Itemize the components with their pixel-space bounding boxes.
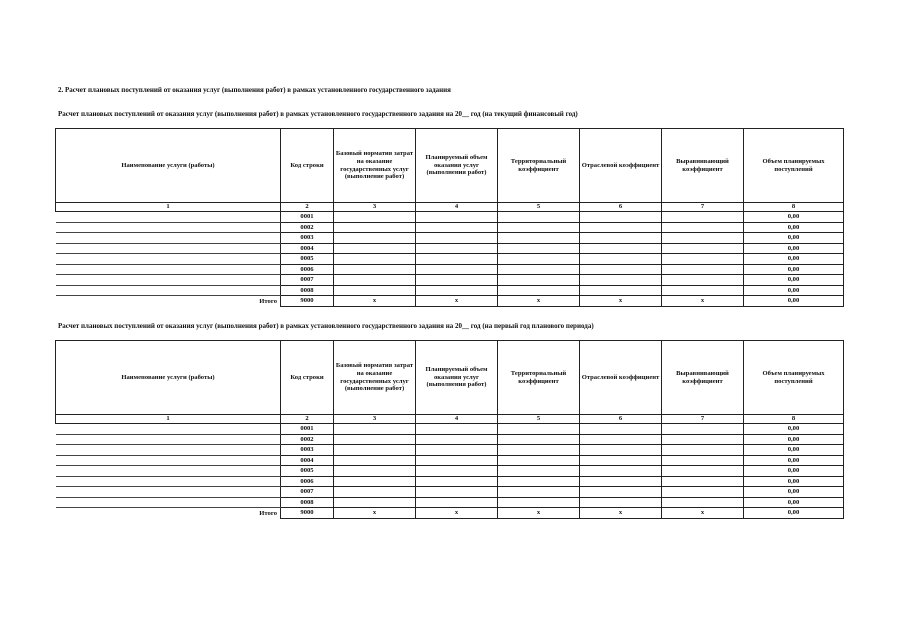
total-row — [56, 296, 844, 307]
empty-cell — [416, 254, 498, 265]
empty-cell — [334, 212, 416, 223]
table-row — [56, 222, 844, 233]
empty-cell — [416, 497, 498, 508]
empty-cell — [580, 424, 662, 435]
empty-cell — [662, 487, 744, 498]
column-header: Базовый норматив затрат на оказание государственных услуг (выполнение работ) — [334, 341, 416, 415]
column-number: 2 — [281, 203, 334, 212]
empty-cell — [662, 275, 744, 286]
row-amount: 0,00 — [744, 243, 844, 254]
empty-cell — [334, 424, 416, 435]
empty-cell — [334, 434, 416, 445]
empty-cell — [334, 466, 416, 477]
empty-cell — [498, 466, 580, 477]
empty-cell — [662, 497, 744, 508]
empty-cell — [334, 275, 416, 286]
empty-cell — [416, 466, 498, 477]
row-amount: 0,00 — [744, 424, 844, 435]
service-name-cell — [56, 445, 281, 456]
service-name-cell — [56, 212, 281, 223]
service-name-cell — [56, 424, 281, 435]
total-mark: x — [662, 296, 744, 307]
service-name-cell — [56, 254, 281, 265]
service-name-cell — [56, 243, 281, 254]
service-name-cell — [56, 434, 281, 445]
empty-cell — [580, 275, 662, 286]
empty-cell — [662, 222, 744, 233]
empty-cell — [416, 285, 498, 296]
column-number: 1 — [56, 203, 281, 212]
column-number: 4 — [416, 415, 498, 424]
column-number: 8 — [744, 415, 844, 424]
empty-cell — [662, 476, 744, 487]
empty-cell — [580, 476, 662, 487]
revenue-table-current-year — [55, 128, 844, 307]
column-header: Планируемый объем оказания услуг (выполнения работ) — [416, 129, 498, 203]
row-amount: 0,00 — [744, 445, 844, 456]
empty-cell — [416, 212, 498, 223]
service-name-cell — [56, 476, 281, 487]
table-row — [56, 466, 844, 477]
column-header: Отраслевой коэффициент — [580, 129, 662, 203]
empty-cell — [662, 466, 744, 477]
column-header: Территориальный коэффициент — [498, 341, 580, 415]
table-row — [56, 455, 844, 466]
total-mark: x — [580, 296, 662, 307]
empty-cell — [662, 445, 744, 456]
empty-cell — [416, 445, 498, 456]
empty-cell — [662, 212, 744, 223]
empty-cell — [580, 445, 662, 456]
table-row — [56, 243, 844, 254]
column-header: Наименование услуги (работы) — [56, 129, 281, 203]
service-name-cell — [56, 466, 281, 477]
row-amount: 0,00 — [744, 254, 844, 265]
column-header: Выравнивающий коэффициент — [662, 129, 744, 203]
row-amount: 0,00 — [744, 275, 844, 286]
column-number: 7 — [662, 203, 744, 212]
service-name-cell — [56, 455, 281, 466]
column-header: Территориальный коэффициент — [498, 129, 580, 203]
empty-cell — [334, 497, 416, 508]
row-amount: 0,00 — [744, 212, 844, 223]
section-title: 2. Расчет плановых поступлений от оказания услуг (выполнения работ) в рамках установленного государственного задания — [58, 86, 451, 94]
table-row — [56, 212, 844, 223]
row-code: 0004 — [281, 455, 334, 466]
empty-cell — [498, 222, 580, 233]
row-code: 0005 — [281, 466, 334, 477]
empty-cell — [334, 445, 416, 456]
table-caption-current-year: Расчет плановых поступлений от оказания услуг (выполнения работ) в рамках установленного государственного задания на 20__ год (на текущий финансовый год) — [58, 110, 578, 118]
table-row — [56, 264, 844, 275]
column-number: 5 — [498, 203, 580, 212]
row-code: 0008 — [281, 285, 334, 296]
column-header: Код строки — [281, 129, 334, 203]
empty-cell — [662, 424, 744, 435]
empty-cell — [498, 424, 580, 435]
empty-cell — [498, 233, 580, 244]
row-amount: 0,00 — [744, 264, 844, 275]
total-mark: x — [498, 508, 580, 519]
table-caption-first-plan-year: Расчет плановых поступлений от оказания услуг (выполнения работ) в рамках установленного государственного задания на 20__ год (на первый год планового периода) — [58, 322, 594, 330]
empty-cell — [498, 212, 580, 223]
empty-cell — [334, 243, 416, 254]
empty-cell — [580, 243, 662, 254]
column-number: 4 — [416, 203, 498, 212]
row-code: 0007 — [281, 275, 334, 286]
total-label: Итого — [259, 297, 277, 305]
row-amount: 0,00 — [744, 233, 844, 244]
total-code: 9000 — [281, 508, 334, 519]
row-code: 0008 — [281, 497, 334, 508]
row-code: 0001 — [281, 212, 334, 223]
column-header: Отраслевой коэффициент — [580, 341, 662, 415]
empty-cell — [580, 455, 662, 466]
table-row — [56, 497, 844, 508]
empty-cell — [334, 285, 416, 296]
total-amount: 0,00 — [744, 508, 844, 519]
empty-cell — [662, 455, 744, 466]
empty-cell — [416, 222, 498, 233]
table-row — [56, 275, 844, 286]
column-number: 3 — [334, 203, 416, 212]
total-mark: x — [334, 508, 416, 519]
empty-cell — [416, 243, 498, 254]
empty-cell — [662, 233, 744, 244]
empty-cell — [498, 285, 580, 296]
service-name-cell — [56, 285, 281, 296]
empty-cell — [580, 212, 662, 223]
empty-cell — [580, 233, 662, 244]
service-name-cell — [56, 487, 281, 498]
service-name-cell — [56, 233, 281, 244]
empty-cell — [580, 497, 662, 508]
empty-cell — [416, 476, 498, 487]
row-amount: 0,00 — [744, 487, 844, 498]
column-header: Выравнивающий коэффициент — [662, 341, 744, 415]
total-mark: x — [334, 296, 416, 307]
column-number: 6 — [580, 415, 662, 424]
row-amount: 0,00 — [744, 434, 844, 445]
header-row — [56, 129, 844, 203]
empty-cell — [498, 434, 580, 445]
empty-cell — [416, 424, 498, 435]
empty-cell — [580, 264, 662, 275]
empty-cell — [580, 487, 662, 498]
total-mark: x — [662, 508, 744, 519]
table-row — [56, 285, 844, 296]
service-name-cell — [56, 275, 281, 286]
empty-cell — [334, 254, 416, 265]
empty-cell — [662, 264, 744, 275]
row-code: 0006 — [281, 476, 334, 487]
empty-cell — [498, 487, 580, 498]
empty-cell — [662, 243, 744, 254]
empty-cell — [662, 285, 744, 296]
empty-cell — [416, 487, 498, 498]
table-row — [56, 476, 844, 487]
service-name-cell — [56, 264, 281, 275]
total-code: 9000 — [281, 296, 334, 307]
total-mark: x — [416, 508, 498, 519]
row-code: 0003 — [281, 445, 334, 456]
row-code: 0003 — [281, 233, 334, 244]
empty-cell — [580, 254, 662, 265]
column-number-row — [56, 203, 844, 212]
column-number: 6 — [580, 203, 662, 212]
table-row — [56, 254, 844, 265]
empty-cell — [334, 455, 416, 466]
table-row — [56, 434, 844, 445]
table-row — [56, 233, 844, 244]
column-header: Код строки — [281, 341, 334, 415]
empty-cell — [334, 487, 416, 498]
table-row — [56, 424, 844, 435]
empty-cell — [498, 254, 580, 265]
row-amount: 0,00 — [744, 497, 844, 508]
row-code: 0002 — [281, 222, 334, 233]
empty-cell — [334, 264, 416, 275]
empty-cell — [498, 476, 580, 487]
column-number: 1 — [56, 415, 281, 424]
row-code: 0005 — [281, 254, 334, 265]
empty-cell — [498, 275, 580, 286]
empty-cell — [416, 434, 498, 445]
row-amount: 0,00 — [744, 466, 844, 477]
column-number-row — [56, 415, 844, 424]
row-code: 0001 — [281, 424, 334, 435]
empty-cell — [662, 434, 744, 445]
column-header: Наименование услуги (работы) — [56, 341, 281, 415]
empty-cell — [334, 233, 416, 244]
empty-cell — [416, 455, 498, 466]
table-row — [56, 487, 844, 498]
total-label: Итого — [259, 509, 277, 517]
column-number: 2 — [281, 415, 334, 424]
row-code: 0004 — [281, 243, 334, 254]
total-mark: x — [580, 508, 662, 519]
column-number: 5 — [498, 415, 580, 424]
row-code: 0002 — [281, 434, 334, 445]
empty-cell — [416, 233, 498, 244]
empty-cell — [580, 434, 662, 445]
revenue-table-first-plan-year — [55, 340, 844, 519]
row-code: 0007 — [281, 487, 334, 498]
empty-cell — [580, 222, 662, 233]
total-amount: 0,00 — [744, 296, 844, 307]
total-row — [56, 508, 844, 519]
empty-cell — [498, 497, 580, 508]
header-row — [56, 341, 844, 415]
empty-cell — [498, 243, 580, 254]
row-amount: 0,00 — [744, 476, 844, 487]
column-number: 7 — [662, 415, 744, 424]
empty-cell — [662, 254, 744, 265]
column-header: Объем планируемых поступлений — [744, 341, 844, 415]
table-row — [56, 445, 844, 456]
empty-cell — [334, 476, 416, 487]
service-name-cell — [56, 497, 281, 508]
service-name-cell — [56, 222, 281, 233]
empty-cell — [416, 264, 498, 275]
column-header: Планируемый объем оказания услуг (выполнения работ) — [416, 341, 498, 415]
column-header: Базовый норматив затрат на оказание государственных услуг (выполнение работ) — [334, 129, 416, 203]
row-amount: 0,00 — [744, 455, 844, 466]
column-header: Объем планируемых поступлений — [744, 129, 844, 203]
empty-cell — [498, 455, 580, 466]
empty-cell — [416, 275, 498, 286]
column-number: 8 — [744, 203, 844, 212]
empty-cell — [580, 466, 662, 477]
column-number: 3 — [334, 415, 416, 424]
total-mark: x — [416, 296, 498, 307]
empty-cell — [498, 264, 580, 275]
row-amount: 0,00 — [744, 285, 844, 296]
empty-cell — [334, 222, 416, 233]
row-amount: 0,00 — [744, 222, 844, 233]
empty-cell — [580, 285, 662, 296]
total-mark: x — [498, 296, 580, 307]
row-code: 0006 — [281, 264, 334, 275]
empty-cell — [498, 445, 580, 456]
